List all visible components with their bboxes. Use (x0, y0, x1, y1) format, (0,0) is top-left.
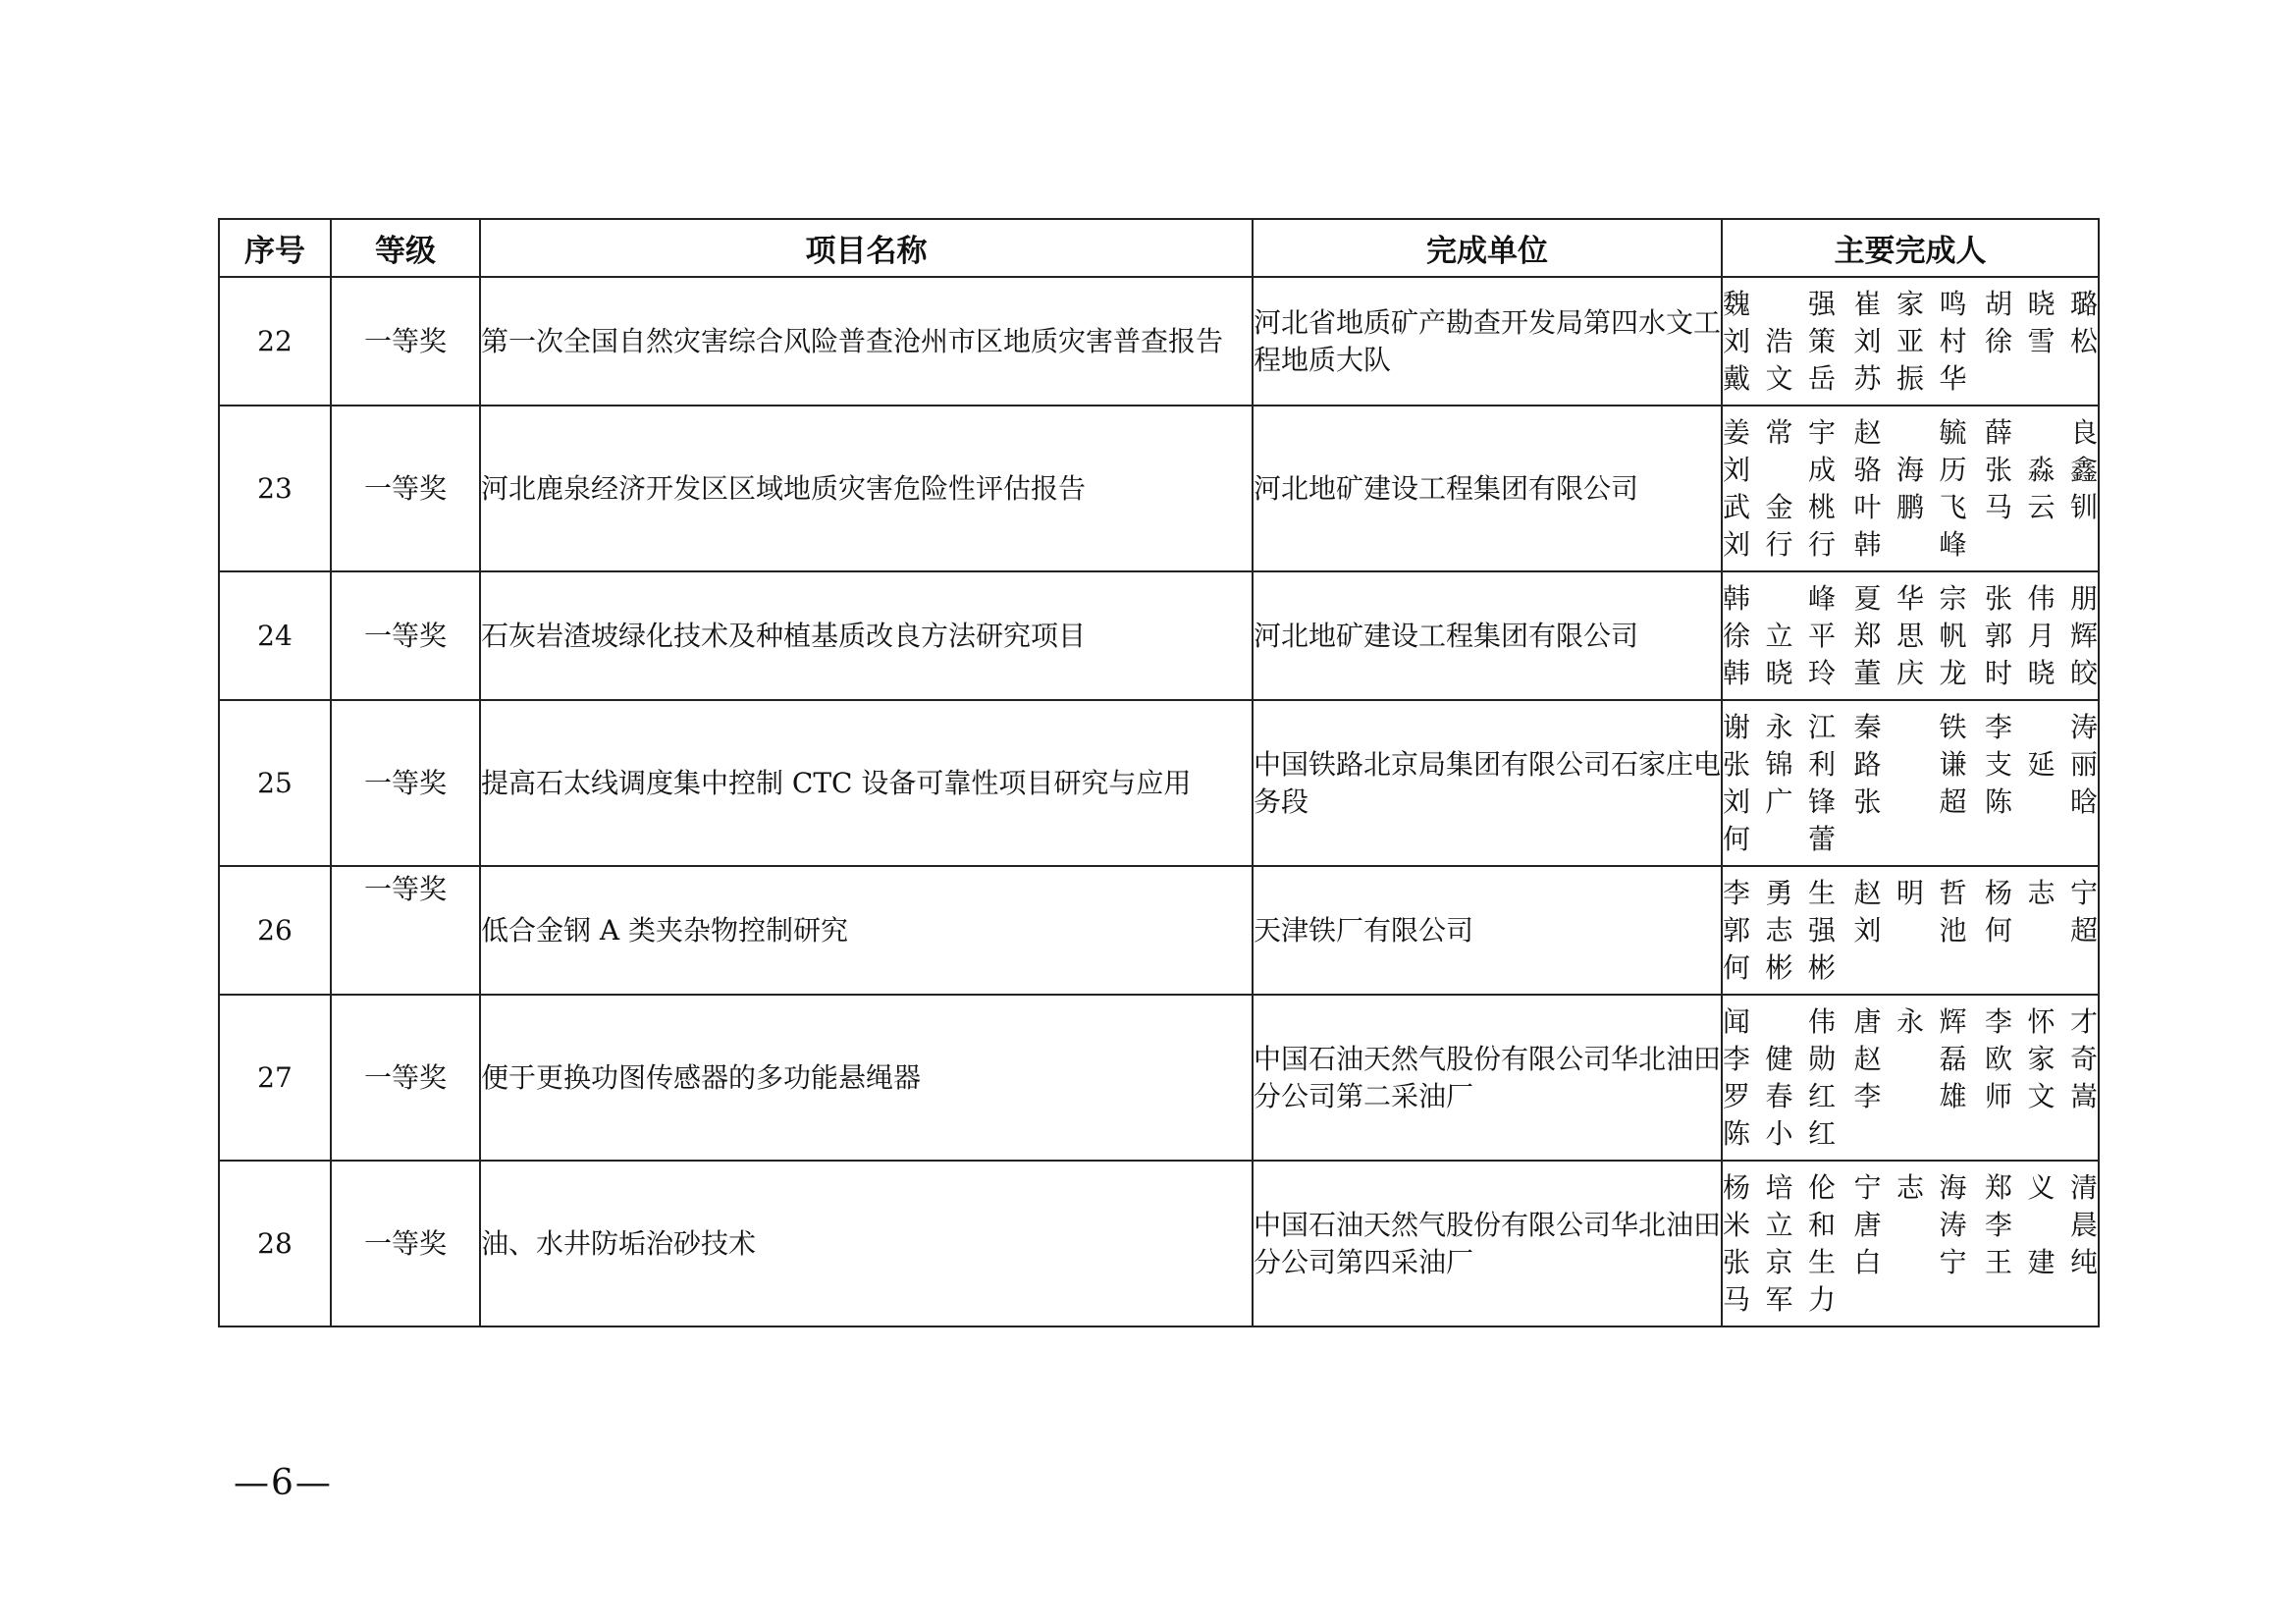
person-name: 欧家奇 (1985, 1042, 2098, 1075)
header-project-name: 项目名称 (480, 219, 1253, 277)
person-name: 郑思帆 (1853, 619, 1967, 652)
person-name: 何超 (1985, 913, 2098, 947)
row-unit: 天津铁厂有限公司 (1253, 866, 1722, 995)
person-name: 崔家鸣 (1853, 287, 1967, 320)
person-name: 郭志强 (1723, 913, 1836, 947)
row-serial: 25 (219, 700, 331, 866)
table-row (219, 995, 2099, 1161)
person-name: 苏振华 (1853, 361, 1967, 395)
row-project-name: 便于更换功图传感器的多功能悬绳器 (480, 995, 1253, 1161)
person-name: 郑义清 (1985, 1170, 2098, 1204)
row-people (1722, 277, 2099, 406)
person-name: 徐雪松 (1985, 324, 2098, 357)
row-people (1722, 571, 2099, 700)
person-name: 谢永江 (1723, 710, 1836, 743)
person-name: 韩峰 (1853, 527, 1967, 561)
row-grade: 一等奖 (331, 406, 480, 571)
person-name: 师文嵩 (1985, 1079, 2098, 1112)
person-name: 刘池 (1853, 913, 1967, 947)
row-project-name: 第一次全国自然灾害综合风险普查沧州市区地质灾害普查报告 (480, 277, 1253, 406)
person-name: 李晨 (1985, 1208, 2098, 1241)
row-grade: 一等奖 (331, 700, 480, 866)
person-name: 胡晓璐 (1985, 287, 2098, 320)
page-number: —6— (234, 1463, 333, 1503)
person-name: 薛良 (1985, 415, 2098, 449)
row-people (1722, 866, 2099, 995)
person-name: 李雄 (1853, 1079, 1967, 1112)
person-name: 张淼鑫 (1985, 453, 2098, 486)
person-name: 刘广锋 (1723, 785, 1836, 818)
row-grade: 一等奖 (331, 995, 480, 1161)
person-name: 米立和 (1723, 1208, 1836, 1241)
awards-table (218, 218, 2100, 1327)
row-serial: 24 (219, 571, 331, 700)
header-serial: 序号 (219, 219, 331, 277)
row-serial: 23 (219, 406, 331, 571)
table-row (219, 1161, 2099, 1326)
person-name: 路谦 (1853, 747, 1967, 781)
person-name: 张锦利 (1723, 747, 1836, 781)
row-project-name: 提高石太线调度集中控制 CTC 设备可靠性项目研究与应用 (480, 700, 1253, 866)
person-name: 张超 (1853, 785, 1967, 818)
people-list (1723, 1003, 2098, 1153)
row-people (1722, 700, 2099, 866)
row-serial: 27 (219, 995, 331, 1161)
row-unit: 中国石油天然气股份有限公司华北油田分公司第二采油厂 (1253, 995, 1722, 1161)
table-header-row (219, 219, 2099, 277)
row-grade: 一等奖 (331, 1161, 480, 1326)
row-project-name: 油、水井防垢治砂技术 (480, 1161, 1253, 1326)
table-row (219, 700, 2099, 866)
person-name: 叶鹏飞 (1853, 490, 1967, 523)
person-name: 董庆龙 (1853, 656, 1967, 689)
person-name: 李健勋 (1723, 1042, 1836, 1075)
person-name: 骆海历 (1853, 453, 1967, 486)
row-people (1722, 406, 2099, 571)
table-row (219, 277, 2099, 406)
people-list (1723, 709, 2098, 858)
person-name: 何蕾 (1723, 822, 1836, 855)
row-project-name: 石灰岩渣坡绿化技术及种植基质改良方法研究项目 (480, 571, 1253, 700)
person-name: 刘行行 (1723, 527, 1836, 561)
person-name: 郭月辉 (1985, 619, 2098, 652)
person-name: 刘亚村 (1853, 324, 1967, 357)
row-people (1722, 995, 2099, 1161)
person-name: 闻伟 (1723, 1004, 1836, 1038)
person-name: 李怀才 (1985, 1004, 2098, 1038)
person-name: 赵磊 (1853, 1042, 1967, 1075)
person-name: 刘浩策 (1723, 324, 1836, 357)
person-name: 韩峰 (1723, 581, 1836, 615)
row-project-name: 低合金钢 A 类夹杂物控制研究 (480, 866, 1253, 995)
person-name: 赵明哲 (1853, 876, 1967, 909)
header-people: 主要完成人 (1722, 219, 2099, 277)
row-unit: 河北省地质矿产勘查开发局第四水文工程地质大队 (1253, 277, 1722, 406)
person-name: 夏华宗 (1853, 581, 1967, 615)
row-grade: 一等奖 (331, 571, 480, 700)
person-name: 宁志海 (1853, 1170, 1967, 1204)
person-name: 秦铁 (1853, 710, 1967, 743)
person-name: 罗春红 (1723, 1079, 1836, 1112)
person-name: 何彬彬 (1723, 950, 1836, 984)
person-name: 杨志宁 (1985, 876, 2098, 909)
row-serial: 26 (219, 866, 331, 995)
person-name: 武金桃 (1723, 490, 1836, 523)
table-row (219, 866, 2099, 995)
row-unit: 中国铁路北京局集团有限公司石家庄电务段 (1253, 700, 1722, 866)
person-name: 韩晓玲 (1723, 656, 1836, 689)
row-grade: 一等奖 (331, 277, 480, 406)
person-name: 张京生 (1723, 1245, 1836, 1278)
row-unit: 河北地矿建设工程集团有限公司 (1253, 406, 1722, 571)
header-grade: 等级 (331, 219, 480, 277)
person-name: 戴文岳 (1723, 361, 1836, 395)
person-name: 杨培伦 (1723, 1170, 1836, 1204)
person-name: 张伟朋 (1985, 581, 2098, 615)
row-project-name: 河北鹿泉经济开发区区域地质灾害危险性评估报告 (480, 406, 1253, 571)
person-name: 马军力 (1723, 1282, 1836, 1316)
people-list (1723, 286, 2098, 398)
people-list (1723, 875, 2098, 987)
person-name: 姜常宇 (1723, 415, 1836, 449)
row-grade: 一等奖 (331, 866, 480, 995)
row-unit: 河北地矿建设工程集团有限公司 (1253, 571, 1722, 700)
person-name: 支延丽 (1985, 747, 2098, 781)
people-list (1723, 580, 2098, 692)
people-list (1723, 414, 2098, 564)
person-name: 唐涛 (1853, 1208, 1967, 1241)
person-name: 魏强 (1723, 287, 1836, 320)
table-row (219, 406, 2099, 571)
person-name: 李涛 (1985, 710, 2098, 743)
person-name: 马云钏 (1985, 490, 2098, 523)
person-name: 赵毓 (1853, 415, 1967, 449)
people-list (1723, 1169, 2098, 1319)
person-name: 白宁 (1853, 1245, 1967, 1278)
table-row (219, 571, 2099, 700)
row-people (1722, 1161, 2099, 1326)
row-unit: 中国石油天然气股份有限公司华北油田分公司第四采油厂 (1253, 1161, 1722, 1326)
row-serial: 22 (219, 277, 331, 406)
person-name: 陈小红 (1723, 1116, 1836, 1150)
person-name: 刘成 (1723, 453, 1836, 486)
person-name: 唐永辉 (1853, 1004, 1967, 1038)
row-serial: 28 (219, 1161, 331, 1326)
person-name: 时晓皎 (1985, 656, 2098, 689)
person-name: 李勇生 (1723, 876, 1836, 909)
person-name: 王建纯 (1985, 1245, 2098, 1278)
header-unit: 完成单位 (1253, 219, 1722, 277)
person-name: 陈晗 (1985, 785, 2098, 818)
person-name: 徐立平 (1723, 619, 1836, 652)
